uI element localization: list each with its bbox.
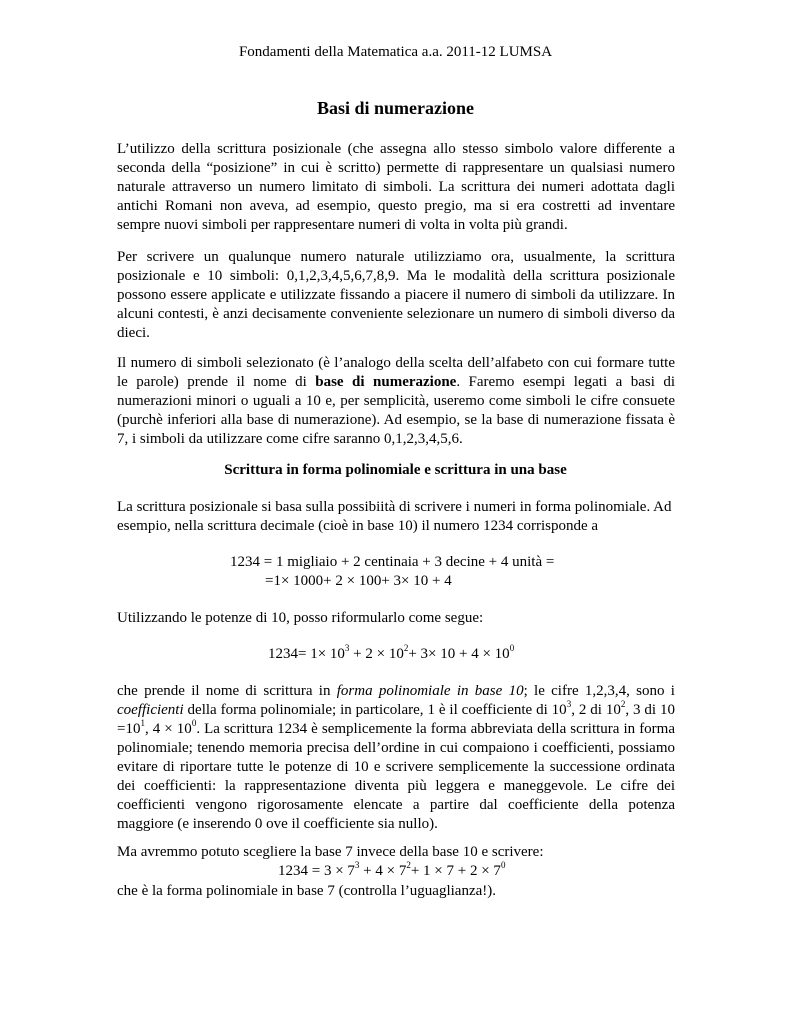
paragraph-base-definition: Il numero di simboli selezionato (è l’analogo della scelta dell’alfabeto con cui formare tutte le parole) prende il nome di base di numerazione. Faremo esempi legati a basi di numerazioni minori o uguali a 10 e, per semplicità, useremo come simboli le cifre consuete (purchè inferiori alla base di numerazione). Ad esempio, se la base di numerazione fissata è 7, i simboli da utilizzare come cifre saranno 0,1,2,3,4,5,6.	[117, 355, 675, 447]
page-title: Basi di numerazione	[316, 98, 474, 118]
equation-1234-units-line1: 1234 = 1 migliaio + 2 centinaia + 3 decine + 4 unità =	[230, 554, 555, 570]
paragraph-powers-of-ten: Utilizzando le potenze di 10, posso riformularlo come segue:	[117, 610, 484, 626]
section-heading: Scrittura in forma polinomiale e scrittura in una base	[224, 462, 567, 478]
paragraph-intro: L’utilizzo della scrittura posizionale (che assegna allo stesso simbolo valore differente a seconda della “posizione” in cui è scritto) permette di rappresentare un qualsiasi numero naturale attraverso un numero limitato di simboli. La scrittura dei numeri adottata dagli antichi Romani non aveva, ad esempio, questo pregio, ma si era costretti ad inventare sempre nuovi simboli per rappresentare numeri di volta in volta più grandi.	[117, 141, 675, 233]
paragraph-check: che è la forma polinomiale in base 7 (controlla l’uguaglianza!).	[117, 883, 497, 899]
equation-1234-powers: $1234= 1\times 10^3 + 2 \times 10^2+ 3\times 10 + 4 \times 10^0$	[268, 643, 515, 662]
paragraph-polynomial-intro: La scrittura posizionale si basa sulla possibiità di scrivere i numeri in forma polinomiale. Ad esempio, nella scrittura decimale (cioè in base 10) il numero 1234 corrisponde a	[117, 499, 672, 534]
equation-1234-base7: $1234 = 3 \times 7^3 + 4 \times 7^2+ 1 \times 7 + 2 \times 7^0$	[278, 860, 506, 879]
running-header: Fondamenti della Matematica a.a. 2011-12 LUMSA	[238, 44, 553, 60]
paragraph-base-seven: Ma avremmo potuto scegliere la base 7 invece della base 10 e scrivere:	[117, 844, 544, 860]
term-base-di-numerazione: base di numerazione	[315, 374, 457, 390]
paragraph-polynomial-form: che prende il nome di scrittura in forma polinomiale in base 10; le cifre 1,2,3,4, sono i coefficienti della forma polinomiale; in particolare, 1 è il coefficiente di $10^3$, 2 di $10^2$, 3 di $10 =10^1$, $4 \times 10^0$. La scrittura 1234 è semplicemente la forma abbreviata della scrittura in forma polinomiale; tenendo memoria precisa dell’ordine in cui compaiono i coefficienti, possiamo evitare di riportare tutte le potenze di 10 e scrivere semplicemente la successione ordinata dei coefficienti: la rappresentazione diventa più leggera e maneggevole. Le cifre dei coefficienti vengono rigorosamente elencate a partire dal coefficiente della potenza maggiore (e inserendo 0 ove il coefficiente sia nullo).	[117, 683, 676, 832]
paragraph-decimal-symbols: Per scrivere un qualunque numero naturale utilizziamo ora, usualmente, la scrittura posizionale e 10 simboli: 0,1,2,3,4,5,6,7,8,9. Ma le modalità della scrittura posizionale possono essere applicate e utilizzate fissando a piacere il numero di simboli da utilizzare. In alcuni contesti, è anzi decisamente conveniente selezionare un numero di simboli diverso da dieci.	[117, 249, 675, 341]
equation-1234-units-line2: =1× 1000+ 2 × 100+ 3× 10 + 4	[265, 573, 452, 589]
